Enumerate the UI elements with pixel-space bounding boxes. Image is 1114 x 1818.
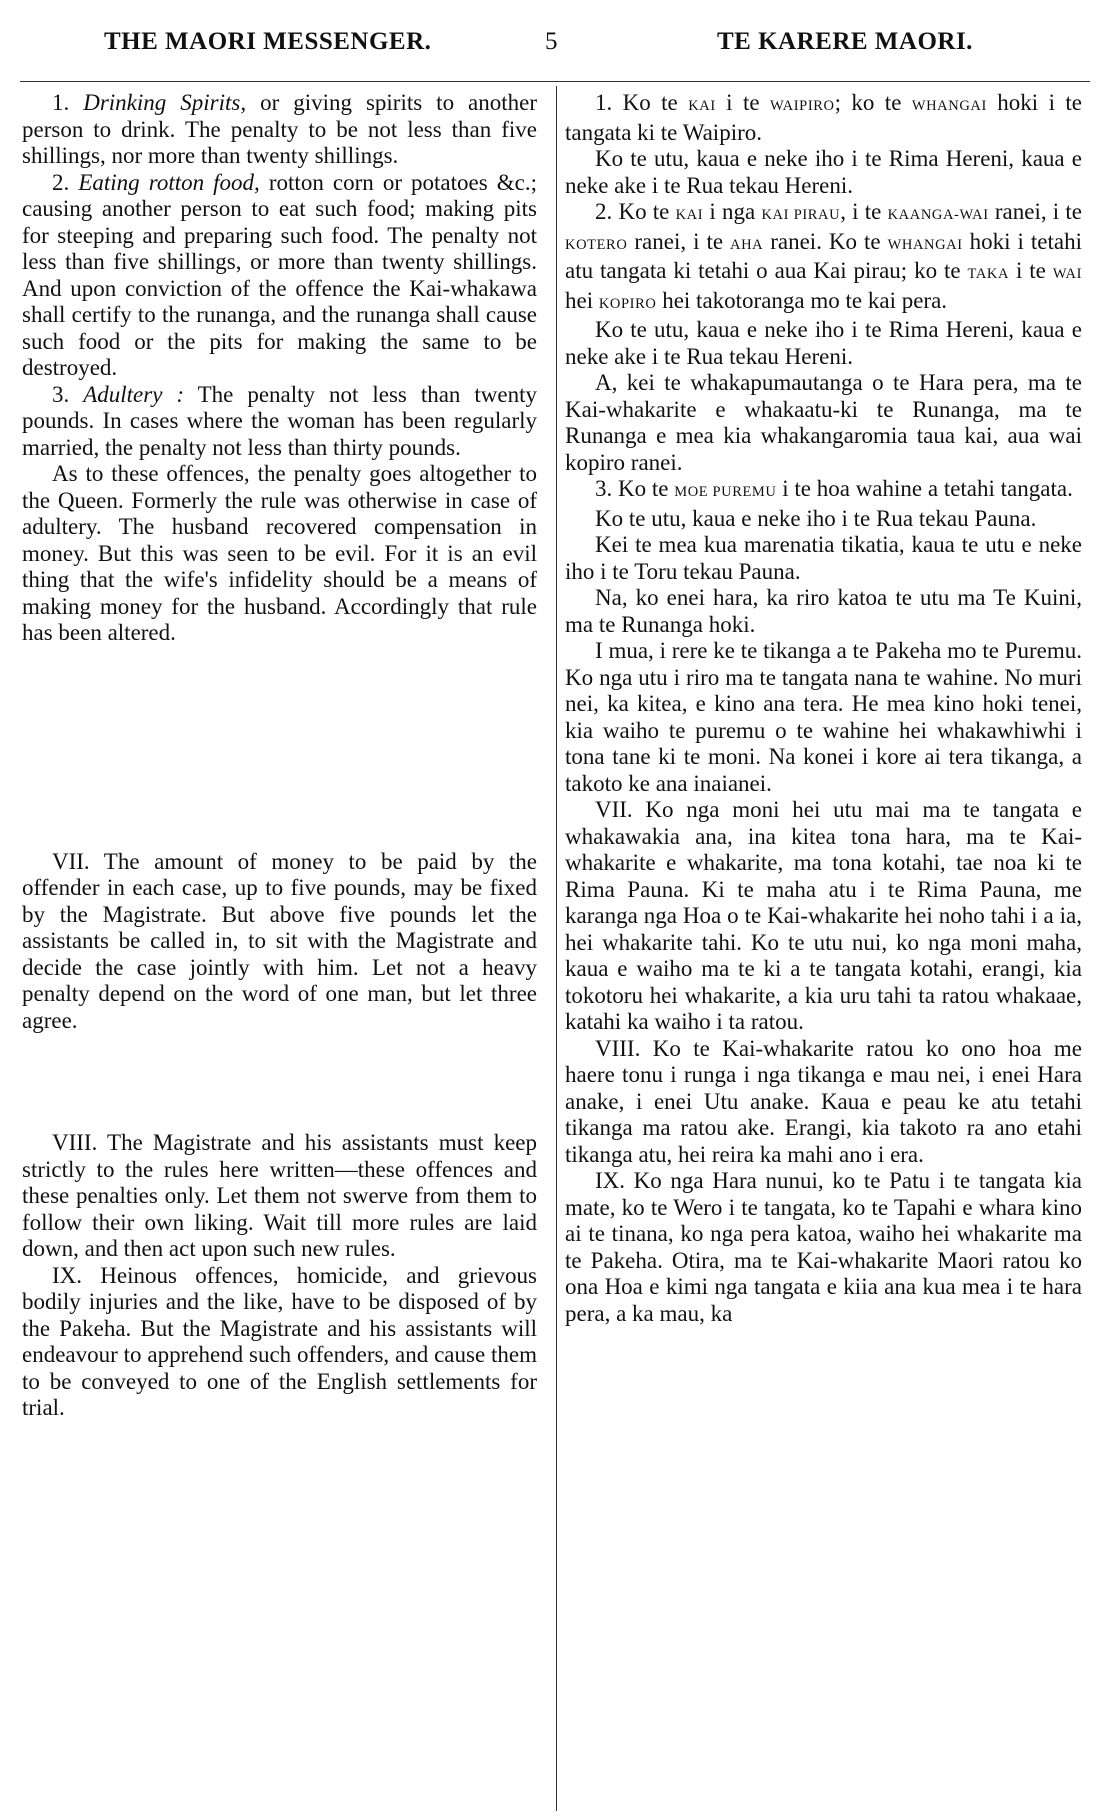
section-drinking-spirits	[22, 90, 537, 170]
text: ranei, i te	[627, 228, 731, 254]
page-number: 5	[545, 28, 558, 55]
maori-paragraph-vii: VII. Ko nga moni hei utu mai ma te tangata e whakawakia ana, ina kitea tona hara, ma te Kai-whakarite e whakarite, ma tona kotahi, tae noa ki te Rima Pauna. Ki te maha atu i te Rima Pauna, me karanga nga Hoa o te Kai-whakarite hei noho tahi i a ia, hei whakarite tahi. Ko te utu nui, ko nga moni maha, kaua e waiho ma te ki a te tangata kotahi, erangi, kia tokotoru hei whakarite, a kia uru tahi ta ratou whakaae, katahi ka waiho i ta ratou.	[565, 797, 1082, 1034]
header-title-english: THE MAORI MESSENGER.	[104, 28, 432, 55]
text: i te	[1009, 258, 1053, 283]
paragraph-offences: As to these offences, the penalty goes altogether to the Queen. Formerly the rule was otherwise in case of adultery. The husband recovered compensation in money. But this was seen to be evil. For it is an evil thing that the wife's infidelity should be a means of making money for the husband. Accordingly that rule has been altered.	[22, 461, 537, 645]
maori-married-penalty: Kei te mea kua marenatia tikatia, kaua te utu e neke iho i te Toru tekau Pauna.	[565, 532, 1082, 584]
small-caps-term: KAI PIRAU	[761, 207, 841, 223]
maori-section-1	[565, 90, 1082, 146]
text: 1. Ko te	[595, 90, 689, 115]
section-number: 1.	[52, 90, 70, 115]
section-rotton-food	[22, 170, 537, 382]
maori-column	[565, 90, 1082, 1327]
page-header	[0, 0, 1114, 70]
english-column	[22, 90, 537, 1422]
small-caps-term: KAI	[675, 207, 704, 223]
text: ranei, i te	[988, 199, 1082, 224]
small-caps-term: TAKA	[967, 266, 1010, 282]
text: hoki i tetahi atu tangata ki tetahi o aua Kai pirau; ko te	[565, 228, 1082, 283]
header-title-maori: TE KARERE MAORI.	[717, 28, 973, 55]
header-rule	[20, 81, 1090, 82]
text: ranei. Ko te	[763, 228, 888, 254]
small-caps-term: MOE PUREMU	[674, 484, 777, 500]
text: , i te	[840, 199, 888, 224]
small-caps-term: WAIPIRO	[769, 98, 835, 114]
text: ; ko te	[834, 90, 912, 115]
section-number: 3.	[52, 381, 70, 407]
maori-penalty-1: Ko te utu, kaua e neke iho i te Rima Hereni, kaua e neke ake i te Rua tekau Hereni.	[565, 146, 1082, 198]
maori-conviction: A, kei te whakapumautanga o te Hara pera, ma te Kai-whakarite e whakaatu-ki te Runanga, ma te Runanga e mea kia whakangaromia taua kai, aua wai kopiro ranei.	[565, 370, 1082, 475]
paragraph-viii: VIII. The Magistrate and his assistants must keep strictly to the rules here written—these offences and these penalties only. Let them not swerve from them to follow their own liking. Wait till more rules are laid down, and then act upon such new rules.	[22, 1130, 537, 1261]
section-number: 2.	[52, 169, 70, 195]
column-divider	[556, 86, 557, 1811]
text: i te	[715, 90, 770, 115]
maori-queen-paragraph: Na, ko enei hara, ka riro katoa te utu ma Te Kuini, ma te Runanga hoki.	[565, 585, 1082, 637]
maori-penalty-2: Ko te utu, kaua e neke iho i te Rima Hereni, kaua e neke ake i te Rua tekau Hereni.	[565, 317, 1082, 369]
maori-section-3	[565, 476, 1082, 506]
text: hoki i te tangata ki te Waipiro.	[565, 90, 1083, 145]
maori-section-2	[565, 199, 1082, 317]
text: 3. Ko te	[595, 476, 675, 501]
small-caps-term: KAI	[688, 98, 716, 114]
section-body: The penalty not less than twenty pounds. In cases where the woman has been regularly married, the penalty not less than thirty pounds.	[22, 381, 537, 460]
section-heading: Adultery :	[83, 381, 185, 407]
small-caps-term: AHA	[730, 236, 764, 253]
section-body: rotton corn or potatoes &c.; causing another person to eat such food; making pits for steeping and preparing such food. The penalty not less than five shillings, or more than twenty shillings. And upon conviction of the offence the Kai-whakawa shall certify to the runanga, and the runanga shall cause such food or the pits for making the same to be destroyed.	[22, 169, 537, 380]
text: i te hoa wahine a tetahi tangata.	[776, 476, 1073, 501]
maori-penalty-3: Ko te utu, kaua e neke iho i te Rua tekau Pauna.	[595, 505, 1037, 531]
small-caps-term: KOPIRO	[598, 295, 657, 312]
small-caps-term: WHANGAI	[887, 236, 963, 253]
paragraph-vii: VII. The amount of money to be paid by the offender in each case, up to five pounds, may be fixed by the Magistrate. But above five pounds let the assistants be called in, to sit with the Magistrate and decide the case jointly with him. Let not a heavy penalty depend on the word of one man, but let three agree.	[22, 848, 537, 1033]
small-caps-term: KOTERO	[565, 236, 628, 253]
text: hei	[565, 287, 599, 313]
paragraph-ix: IX. Heinous offences, homicide, and grievous bodily injuries and the like, have to be disposed of by the Pakeha. But the Magistrate and his assistants will endeavour to apprehend such offenders, and cause them to be conveyed to one of the English settlements for trial.	[22, 1262, 537, 1420]
text: 2. Ko te	[595, 199, 676, 224]
section-heading: Drinking Spirits,	[83, 90, 247, 115]
text: hei takotoranga mo te kai pera.	[656, 287, 948, 313]
small-caps-term: WHANGAI	[911, 98, 987, 114]
maori-paragraph-ix: IX. Ko nga Hara nunui, ko te Patu i te tangata kia mate, ko te Wero i te tangata, ko te Tapahi e whara kino ai te tinana, ko nga pera katoa, waiho hei whakarite ma te Pakeha. Otira, ma te Kai-whakarite Maori ratou ko ona Hoa e kimi nga tangata e kiia ana kua mea i te hara pera, a ka mau, ka	[565, 1168, 1082, 1326]
section-adultery	[22, 382, 537, 462]
section-heading: Eating rotton food,	[78, 169, 260, 195]
small-caps-term: KAANGA-WAI	[887, 207, 989, 223]
maori-paragraph-viii: VIII. Ko te Kai-whakarite ratou ko ono hoa me haere tonu i runga i nga tikanga e mau nei, i enei Hara anake, i enei Utu anake. Kaua e peau ke atu tetahi tikanga ma ratou ake. Erangi, kia takoto ra ano etahi tikanga atu, hei reira ka mahi ano i era.	[565, 1035, 1082, 1167]
small-caps-term: WAI	[1052, 266, 1082, 282]
text: i nga	[703, 199, 762, 224]
section-body: or giving spirits to another person to drink. The penalty to be not less than five shillings, nor more than twenty shillings.	[22, 90, 538, 168]
maori-formerly-paragraph: I mua, i rere ke te tikanga a te Pakeha mo te Puremu. Ko nga utu i riro ma te tangata nana te wahine. No muri nei, ka kitea, e kino ana tera. He mea kino hoki tenei, kia waiho te puremu o te wahine hei whakawhiwhi i tona tane ki te moni. Na konei i kore ai tera tikanga, a takoto ke ana inaianei.	[565, 638, 1082, 796]
